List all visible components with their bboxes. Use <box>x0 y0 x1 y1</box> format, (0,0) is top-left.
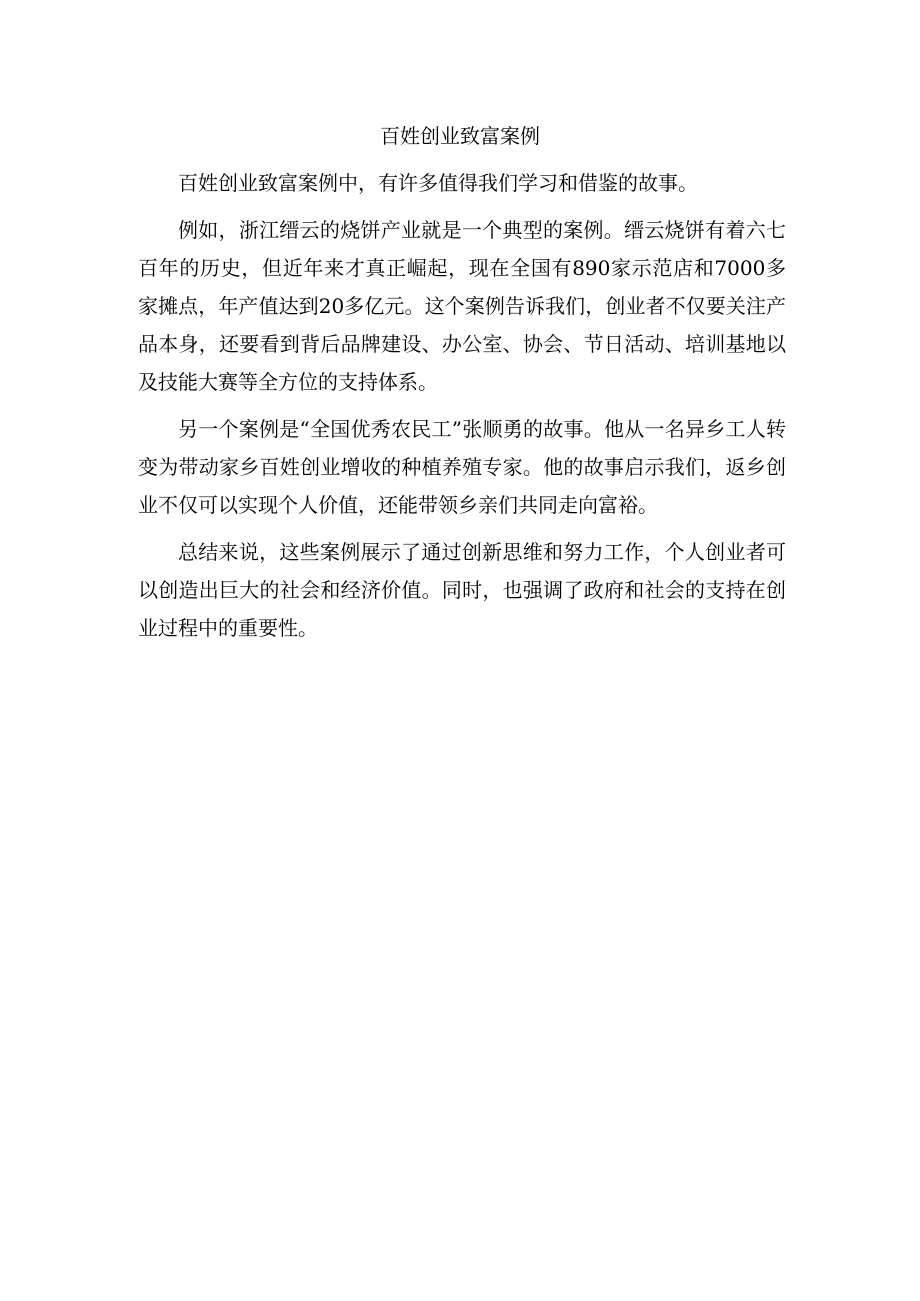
paragraph-zhang-case: 另一个案例是“全国优秀农民工”张顺勇的故事。他从一名异乡工人转变为带动家乡百姓创业增收的种植养殖专家。他的故事启示我们，返乡创业不仅可以实现个人价值，还能带领乡亲们共同走向富裕。 <box>138 417 786 517</box>
page-title: 百姓创业致富案例 <box>380 124 540 148</box>
document-body <box>138 164 786 656</box>
paragraph-jinyun-case: 例如，浙江缙云的烧饼产业就是一个典型的案例。缙云烧饼有着六七百年的历史，但近年来才真正崛起，现在全国有890家示范店和7000多家摊点，年产值达到20多亿元。这个案例告诉我们，创业者不仅要关注产品本身，还要看到背后品牌建设、办公室、协会、节日活动、培训基地以及技能大赛等全方位的支持体系。 <box>138 218 786 394</box>
paragraph-summary: 总结来说，这些案例展示了通过创新思维和努力工作，个人创业者可以创造出巨大的社会和经济价值。同时，也强调了政府和社会的支持在创业过程中的重要性。 <box>138 540 786 640</box>
paragraph-intro: 百姓创业致富案例中，有许多值得我们学习和借鉴的故事。 <box>178 171 698 195</box>
